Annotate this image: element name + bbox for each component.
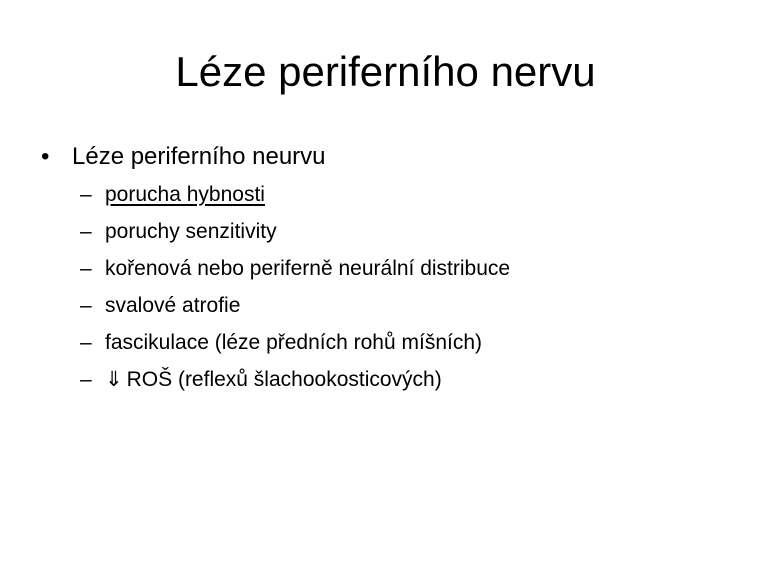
sub-bullet-text-reflexes-wrap	[105, 363, 442, 397]
dash-icon: –	[80, 368, 92, 391]
main-bullet-item	[0, 140, 771, 178]
bullet-list	[0, 140, 771, 400]
dash-icon: –	[80, 331, 92, 354]
sub-bullet-item-motor	[0, 178, 771, 215]
dash-icon: –	[80, 220, 92, 243]
sub-bullet-text-sensory: poruchy senzitivity	[105, 220, 277, 243]
sub-bullet-item-fasciculation	[0, 326, 771, 363]
sub-bullet-item-sensory	[0, 215, 771, 252]
sub-bullet-text-motor: porucha hybnosti	[105, 183, 265, 206]
bullet-dot-icon: •	[41, 143, 50, 170]
sub-bullet-text-fasciculation: fascikulace (léze předních rohů míšních)	[105, 331, 483, 354]
dash-icon: –	[80, 294, 92, 317]
sub-bullet-list	[0, 178, 771, 400]
sub-bullet-text-atrophy: svalové atrofie	[105, 294, 241, 317]
sub-list-container	[0, 178, 771, 400]
sub-bullet-item-distribution	[0, 252, 771, 289]
sub-bullet-item-atrophy	[0, 289, 771, 326]
slide-title: Léze periferního nervu	[175, 48, 596, 95]
main-bullet-text: Léze periferního neurvu	[72, 143, 326, 170]
dash-icon: –	[80, 183, 92, 206]
dash-icon: –	[80, 257, 92, 280]
double-down-arrow-icon: ⇓	[105, 368, 123, 391]
sub-bullet-text-distribution: kořenová nebo periferně neurální distribuce	[105, 257, 511, 280]
sub-bullet-item-reflexes	[0, 363, 771, 400]
sub-bullet-text-reflexes: ROŠ (reflexů šlachookosticových)	[126, 368, 442, 391]
